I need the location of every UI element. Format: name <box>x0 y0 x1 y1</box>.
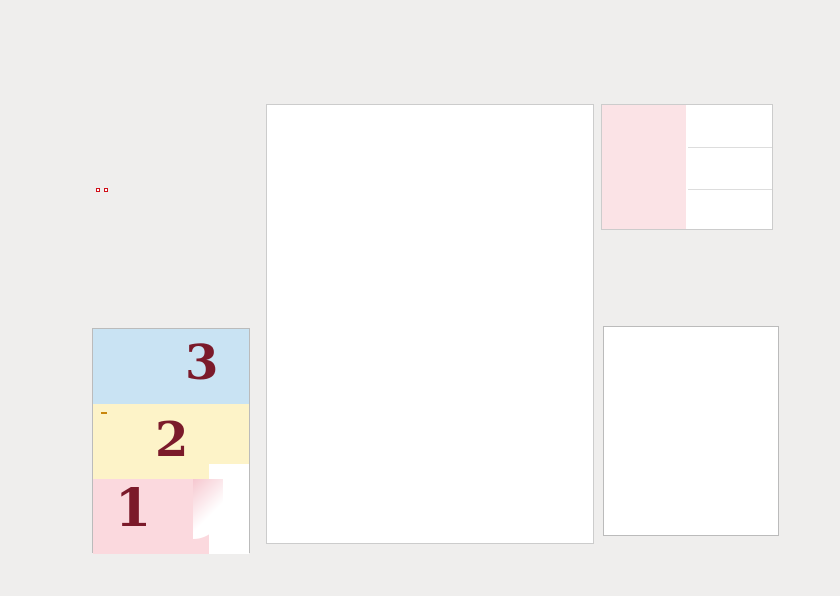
thumb-corner-days <box>209 464 249 467</box>
detail-left-panel <box>602 105 686 229</box>
right-thumbnail <box>603 326 779 536</box>
thumb-num-2: 2 <box>155 412 189 468</box>
thumb-num-3: 3 <box>185 335 219 391</box>
thumb-section-3 <box>93 329 249 404</box>
main-calendar <box>266 104 594 544</box>
sales-point-heading <box>92 188 108 192</box>
detail-zoom <box>601 104 773 230</box>
ring-tag <box>96 188 100 192</box>
product-thumbnail <box>92 328 250 553</box>
thumb-section-1 <box>93 479 249 554</box>
thumb-badge <box>101 412 107 414</box>
thumb-num-1: 1 <box>115 478 152 539</box>
binding-tag <box>104 188 108 192</box>
